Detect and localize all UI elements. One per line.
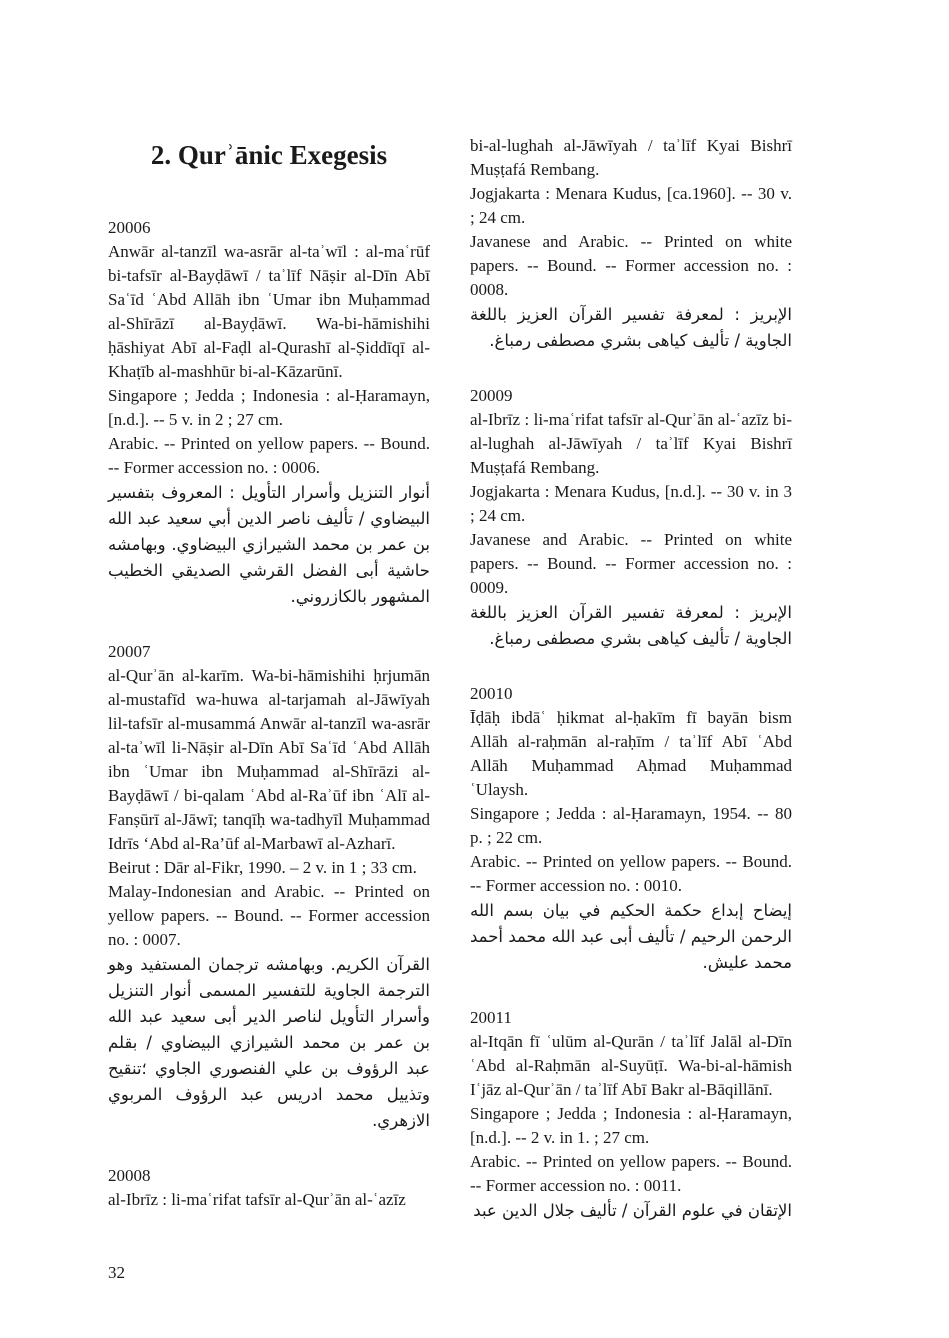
entry-number: 20010 — [470, 684, 513, 703]
entry-title: al-Qurʾān al-karīm. Wa-bi-hāmishihi ḥrjumān al-mustafīd wa-huwa al-tarjamah al-Jāwīyah lil-tafsīr al-musammá Anwār al-tanzīl wa-asrār al-taʾwīl li-Nāṣir al-Dīn Abī Saʿīd ʿAbd Allāh ibn ʿUmar ibn Muḥammad al-Shīrāzi al-Bayḍāwī / bi-qalam ʿAbd al-Raʾūf ibn ʿAlī al-Fanṣūrī al-Jāwī; tanqīḥ wa-tadhyīl Muḥammad Idrīs ‘Abd al-Ra’ūf al-Marbawī al-Azharī. — [108, 666, 430, 853]
entry-title-start: al-Ibrīz : li-maʿrifat tafsīr al-Qurʾān al-ʿazīz — [108, 1190, 406, 1209]
entry-note: Javanese and Arabic. -- Printed on white papers. -- Bound. -- Former accession no. : 0009. — [470, 530, 792, 597]
section-heading: 2. Qurʾānic Exegesis — [150, 140, 388, 170]
entry-note: Malay-Indonesian and Arabic. -- Printed on yellow papers. -- Bound. -- Former accession no. : 0007. — [108, 882, 430, 949]
catalog-entry-20011 — [470, 1006, 792, 1224]
entry-title: al-Ibrīz : li-maʿrifat tafsīr al-Qurʾān al-ʿazīz bi-al-lughah al-Jāwīyah / taʾlīf Kyai Bishrī Muṣṭafá Rembang. — [470, 410, 792, 477]
catalog-entry-20007 — [108, 640, 430, 1134]
entry-imprint: Jogjakarta : Menara Kudus, [n.d.]. -- 30 v. in 3 ; 24 cm. — [470, 482, 792, 525]
entry-imprint: Singapore ; Jedda : al-Ḥaramayn, 1954. -- 80 p. ; 22 cm. — [470, 804, 792, 847]
entry-imprint: Singapore ; Jedda ; Indonesia : al-Ḥaramayn, [n.d.]. -- 2 v. in 1. ; 27 cm. — [470, 1104, 792, 1147]
left-column — [108, 0, 430, 1212]
entry-arabic-title: الإتقان في علوم القرآن / تأليف جلال الدين عبد — [473, 1201, 792, 1220]
entry-imprint: Beirut : Dār al-Fikr, 1990. – 2 v. in 1 ; 33 cm. — [108, 858, 417, 877]
page-number: 32 — [108, 1263, 125, 1282]
entry-arabic-title: الإبريز : لمعرفة تفسير القرآن العزيز باللغة الجاوية / تأليف كياهى بشري مصطفى رمباغ. — [470, 603, 792, 648]
entry-number: 20011 — [470, 1008, 512, 1027]
entry-title-continued: bi-al-lughah al-Jāwīyah / taʾlīf Kyai Bishrī Muṣṭafá Rembang. — [470, 136, 792, 179]
entry-arabic-title: الإبريز : لمعرفة تفسير القرآن العزيز باللغة الجاوية / تأليف كياهى بشري مصطفى رمباغ. — [470, 305, 792, 350]
entry-note: Arabic. -- Printed on yellow papers. -- Bound. -- Former accession no. : 0011. — [470, 1152, 792, 1195]
entry-imprint: Jogjakarta : Menara Kudus, [ca.1960]. -- 30 v. ; 24 cm. — [470, 184, 792, 227]
entry-title: Anwār al-tanzīl wa-asrār al-taʾwīl : al-maʿrūf bi-tafsīr al-Bayḍāwī / taʾlīf Nāṣir al-Dīn Abī Saʿīd ʿAbd Allāh ibn ʿUmar ibn Muḥammad al-Shīrāzī al-Bayḍāwī. Wa-bi-hāmishihi ḥāshiyat Abī al-Faḍl al-Qurashī al-Ṣiddīqī al-Khaṭīb al-mashhūr bi-al-Kāzarūnī. — [108, 242, 430, 381]
entry-number: 20006 — [108, 218, 151, 237]
catalog-entry-20006 — [108, 216, 430, 610]
catalog-entry-20008 — [108, 1164, 430, 1212]
catalog-entry-20009 — [470, 384, 792, 652]
entry-number: 20008 — [108, 1166, 151, 1185]
entry-note: Javanese and Arabic. -- Printed on white papers. -- Bound. -- Former accession no. : 0008. — [470, 232, 792, 299]
entry-title: al-Itqān fī ʿulūm al-Qurān / taʾlīf Jalāl al-Dīn ʿAbd al-Raḥmān al-Suyūṭī. Wa-bi-al-hāmish Iʿjāz al-Qurʾān / taʾlīf Abī Bakr al-Bāqillānī. — [470, 1032, 792, 1099]
entry-number: 20009 — [470, 386, 513, 405]
entry-number: 20007 — [108, 642, 151, 661]
entry-imprint: Singapore ; Jedda ; Indonesia : al-Ḥaramayn, [n.d.]. -- 5 v. in 2 ; 27 cm. — [108, 386, 430, 429]
right-column — [470, 0, 792, 1224]
entry-note: Arabic. -- Printed on yellow papers. -- Bound. -- Former accession no. : 0010. — [470, 852, 792, 895]
catalog-entry-20010 — [470, 682, 792, 976]
entry-arabic-title: إيضاح إبداع حكمة الحكيم في بيان بسم الله الرحمن الرحيم / تأليف أبى عبد الله محمد أحمد محمد عليش. — [470, 901, 792, 972]
entry-note: Arabic. -- Printed on yellow papers. -- Bound. -- Former accession no. : 0006. — [108, 434, 430, 477]
catalog-entry-20008-continued — [470, 134, 792, 354]
entry-title: Īḍāḥ ibdāʿ ḥikmat al-ḥakīm fī bayān bism Allāh al-raḥmān al-raḥīm / taʾlīf Abī ʿAbd Allāh Muḥammad Aḥmad Muḥammad ʿUlaysh. — [470, 708, 792, 799]
entry-arabic-title: القرآن الكريم. وبهامشه ترجمان المستفيد وهو الترجمة الجاوية للتفسير المسمى أنوار التنزيل وأسرار التأويل لناصر الدير أبى سعيد عبد الله بن عمر بن محمد الشيرازي البيضاوي / بقلم عبد الرؤوف بن علي الفنصوري الجاوي ؛تنقيح وتذييل محمد ادريس عبد الرؤوف المربوي الازهري. — [108, 955, 430, 1130]
entry-arabic-title: أنوار التنزيل وأسرار التأويل : المعروف بتفسير البيضاوي / تأليف ناصر الدين أبي سعيد عبد الله بن عمر بن محمد الشيرازي البيضاوي. وبهامشه حاشية أبى الفضل القرشي الصديقي الخطيب المشهور بالكازروني. — [108, 483, 430, 606]
